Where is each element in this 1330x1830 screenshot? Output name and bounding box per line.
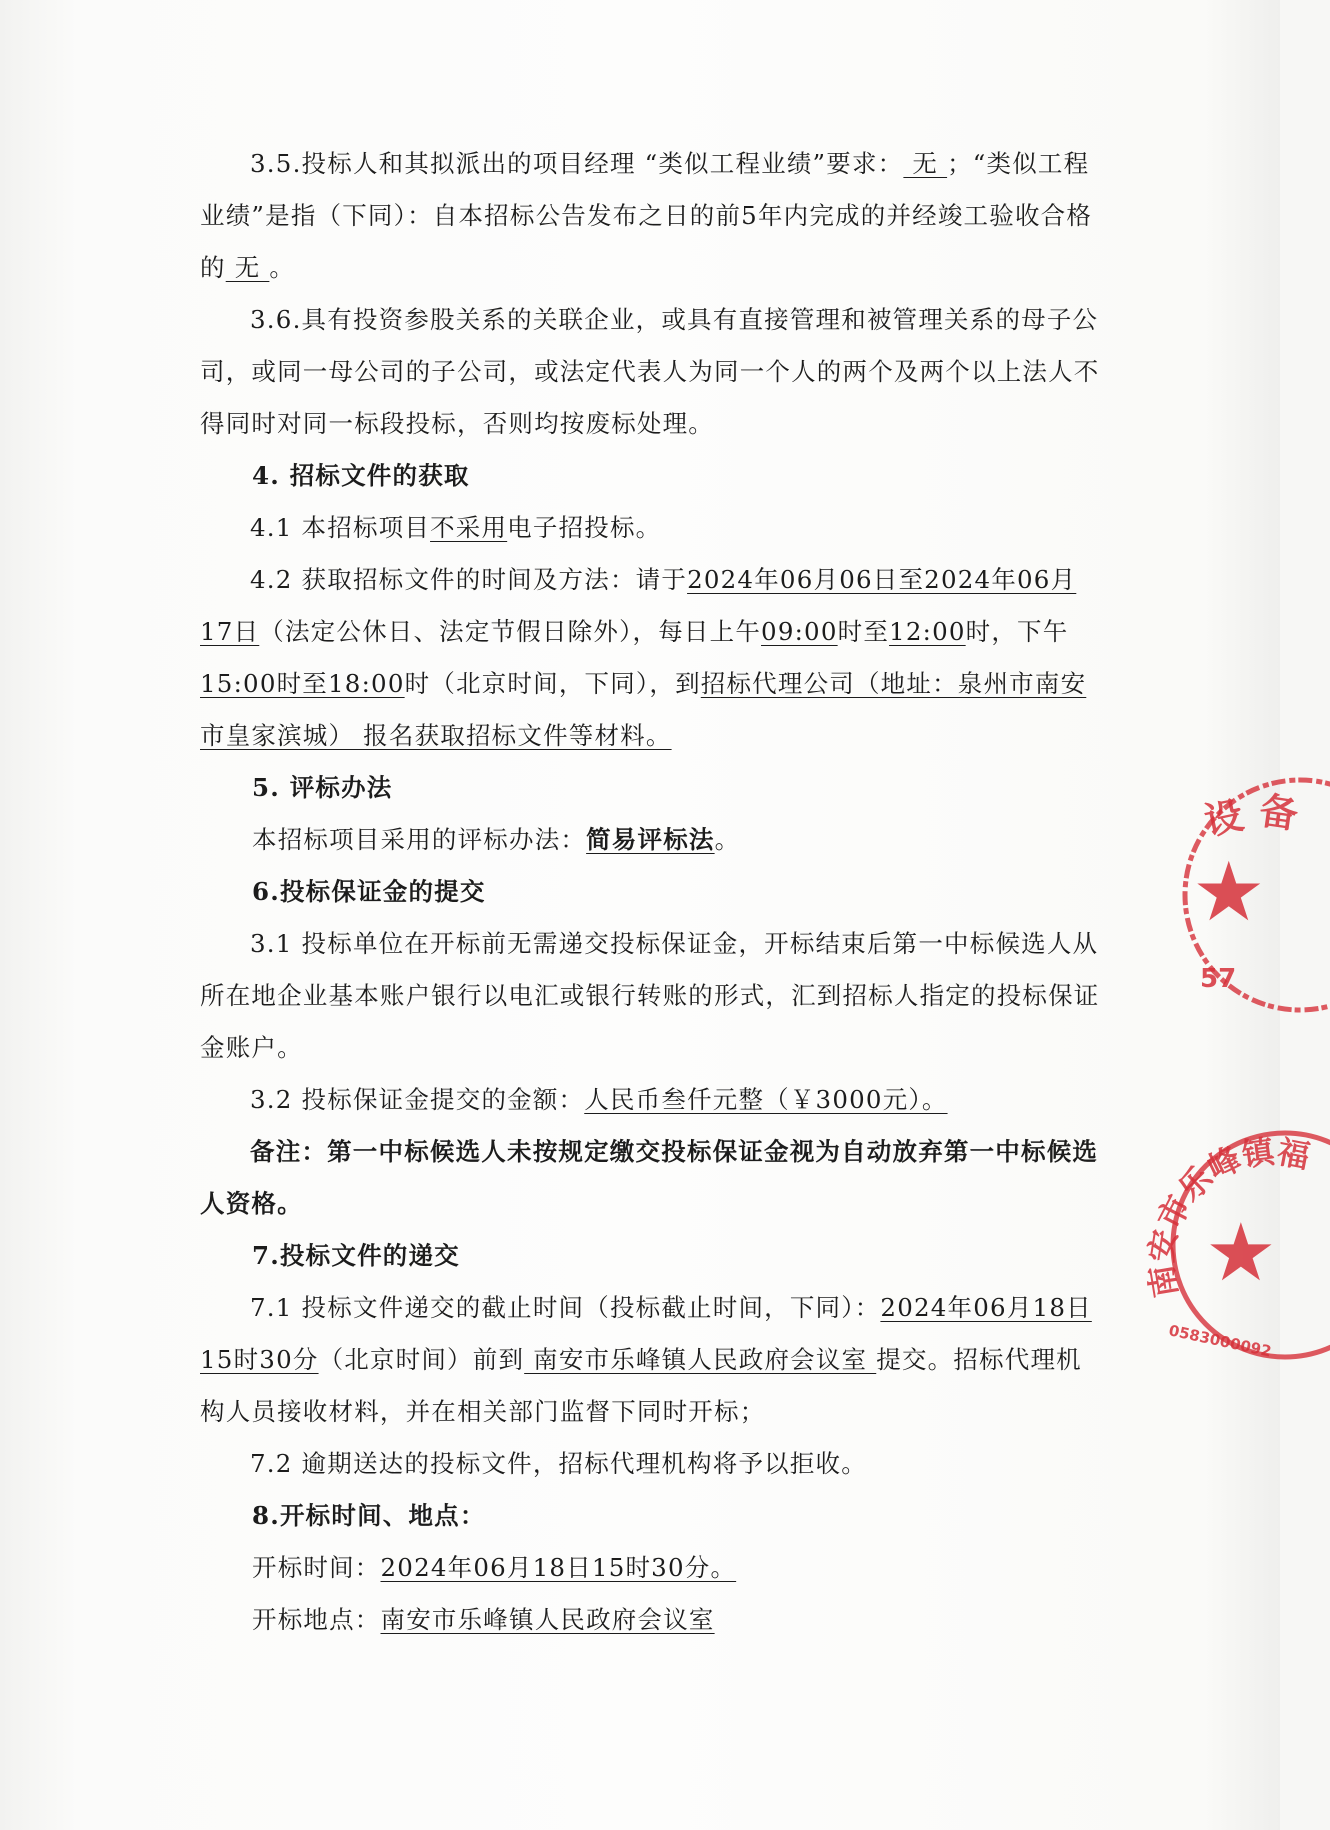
- clause-6-1: 3.1 投标单位在开标前无需递交投标保证金，开标结束后第一中标候选人从所在地企业基本账户银行以电汇或银行转账的形式，汇到招标人指定的投标保证金账户。: [200, 929, 1100, 1062]
- clause-3-6: 3.6.具有投资参股关系的关联企业，或具有直接管理和被管理关系的母子公司，或同一母公司的子公司，或法定代表人为同一个人的两个及两个以上法人不得同时对同一标段投标，否则均按废标处理。: [200, 305, 1100, 438]
- section-7-heading: 7.投标文件的递交: [252, 1241, 460, 1270]
- seal-bottom-code: 0583000092: [1167, 1321, 1274, 1361]
- clause-4-1: [200, 502, 1105, 554]
- clause-5-end: 。: [714, 825, 741, 854]
- clause-7-1-place: 南安市乐峰镇人民政府会议室: [524, 1345, 877, 1374]
- clause-4-2-text: 4.2 获取招标文件的时间及方法：请于: [250, 565, 688, 594]
- clause-7-1-text-3: 提交。招标代理机构人员接收材料，并在相关部门监督下同时开标；: [200, 1345, 1082, 1426]
- section-5-heading: 5. 评标办法: [252, 773, 393, 802]
- clause-4-1-text: 4.1 本招标项目: [250, 513, 431, 542]
- clause-4-2-text-5: 时（北京时间，下同），到: [404, 669, 701, 698]
- section-6-heading: 6.投标保证金的提交: [252, 877, 486, 906]
- clause-7-1-text-2: （北京时间）前到: [318, 1345, 525, 1374]
- clause-4-2: [200, 554, 1105, 762]
- seal-top-star-icon: ★: [1192, 845, 1266, 940]
- clause-4-1-fill: 不采用: [430, 513, 508, 542]
- clause-3-5-fill-1: 无: [903, 149, 948, 178]
- note-paragraph: 备注：第一中标候选人未按规定缴交投标保证金视为自动放弃第一中标候选人资格。: [200, 1137, 1099, 1218]
- opening-time-label: 开标时间：: [252, 1553, 381, 1582]
- clause-3-5-fill-2: 无: [225, 253, 270, 282]
- seal-bottom-star-icon: ★: [1205, 1206, 1277, 1299]
- opening-place-value: 南安市乐峰镇人民政府会议室: [380, 1605, 715, 1634]
- opening-place: [200, 1594, 1105, 1646]
- document-body: [200, 138, 1105, 1646]
- clause-3-5-end: 。: [269, 253, 296, 282]
- clause-4-2-text-4: 时，下午: [965, 617, 1069, 646]
- clause-5-text: 本招标项目采用的评标办法：: [252, 825, 587, 854]
- seal-bottom-arc-text: 南安市乐峰镇福: [1141, 1132, 1313, 1301]
- clause-4-2-am-start: 09:00: [761, 617, 838, 646]
- clause-7-2: 7.2 逾期送达的投标文件，招标代理机构将予以拒收。: [250, 1449, 867, 1478]
- section-8-heading: 8.开标时间、地点：: [252, 1501, 486, 1530]
- seal-top-char-1: 设: [1200, 792, 1248, 844]
- clause-3-5: [200, 138, 1105, 294]
- clause-5: [200, 814, 1105, 866]
- clause-4-2-pm: 15:00时至18:00: [200, 669, 405, 698]
- clause-7-1-deadline: 2024年06月18日15时30分: [200, 1293, 1092, 1374]
- clause-6-2-text: 3.2 投标保证金提交的金额：: [250, 1085, 585, 1114]
- clause-4-2-text-3: 时至: [837, 617, 890, 646]
- clause-7-1: [200, 1282, 1105, 1438]
- section-4-heading: 4. 招标文件的获取: [252, 461, 470, 490]
- clause-4-2-dates: 2024年06月06日至2024年06月17日: [200, 565, 1077, 646]
- clause-4-1-end: 电子招投标。: [507, 513, 662, 542]
- opening-time: [200, 1542, 1105, 1594]
- red-seal-top: [1170, 765, 1330, 1025]
- clause-4-2-text-2: （法定公休日、法定节假日除外），每日上午: [259, 617, 762, 646]
- clause-3-5-text: 3.5.投标人和其拟派出的项目经理 “类似工程业绩”要求：: [250, 149, 904, 178]
- clause-4-2-am-end: 12:00: [889, 617, 966, 646]
- opening-place-label: 开标地点：: [252, 1605, 381, 1634]
- opening-time-value: 2024年06月18日15时30分。: [380, 1553, 737, 1582]
- clause-7-1-text: 7.1 投标文件递交的截止时间（投标截止时间，下同）：: [250, 1293, 881, 1322]
- seal-top-code: 57: [1200, 964, 1237, 994]
- red-seal-bottom: [1141, 1132, 1320, 1361]
- clause-5-method: 简易评标法: [586, 825, 715, 854]
- seal-top-char-2: 备: [1256, 788, 1301, 838]
- clause-4-2-place: 招标代理公司（地址：泉州市南安市皇家滨城） 报名获取招标文件等材料。: [200, 669, 1087, 750]
- clause-6-2: [200, 1074, 1105, 1126]
- clause-6-2-amount: 人民币叁仟元整（￥3000元）。: [584, 1085, 948, 1114]
- clause-3-5-text-2: ；“类似工程业绩”是指（下同）：自本招标公告发布之日的前5年内完成的并经竣工验收合格的: [200, 149, 1093, 282]
